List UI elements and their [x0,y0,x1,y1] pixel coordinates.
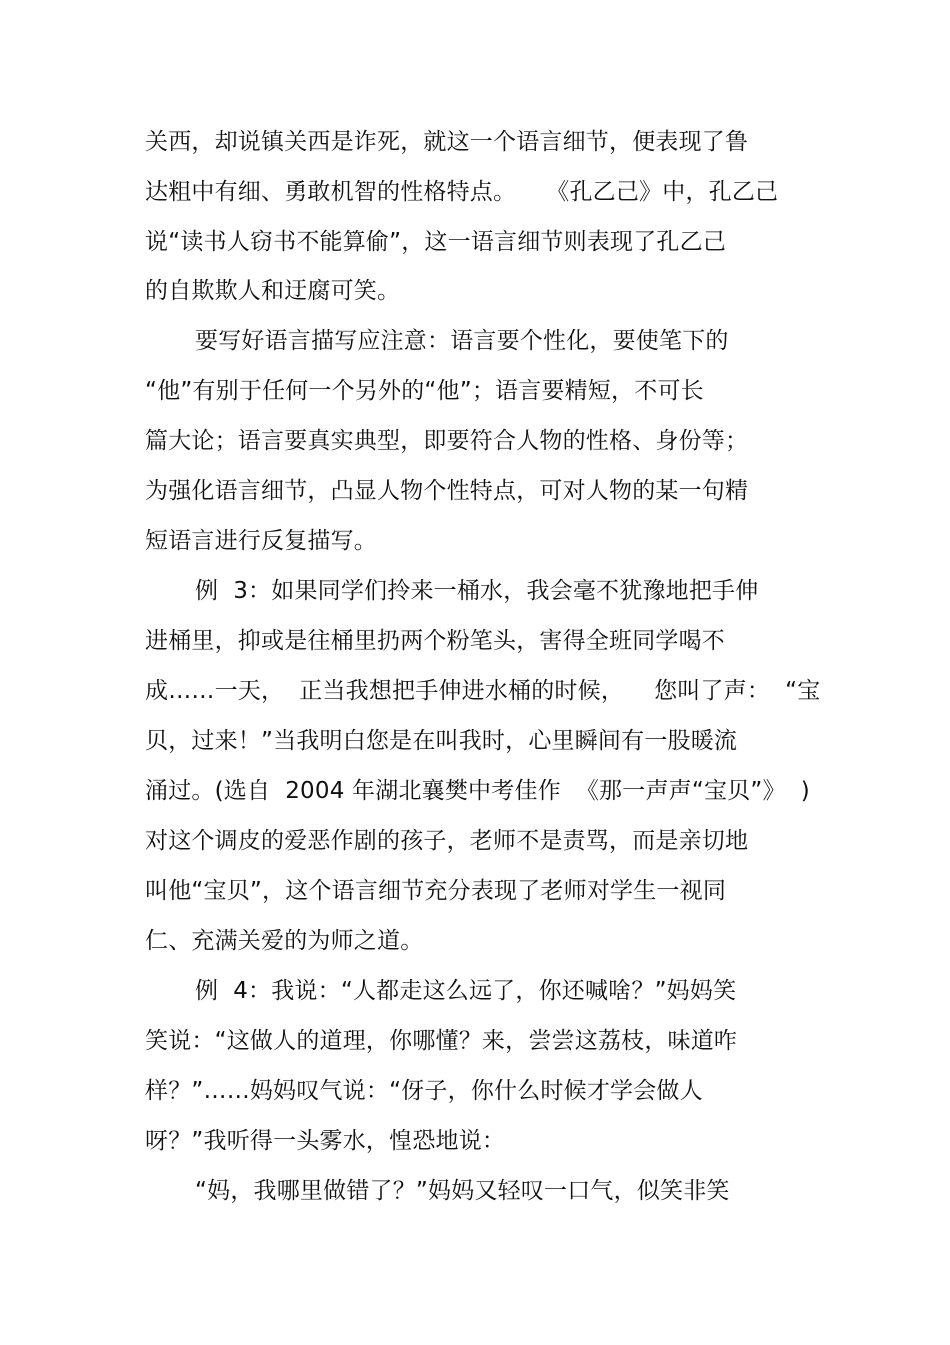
text-line: 要写好语言描写应注意：语言要个性化，要使笔下的 [195,328,729,354]
text-line: 短语言进行反复描写。 [145,528,377,554]
text-line: 涌过。(选自 2004 年湖北襄樊中考佳作 《那一声声“宝贝”》 ) [145,778,810,804]
text-line: 样？”……妈妈叹气说：“伢子，你什么时候才学会做人 [145,1078,703,1104]
text-line: “妈，我哪里做错了？”妈妈又轻叹一口气，似笑非笑 [195,1178,730,1204]
text-line: 关西，却说镇关西是诈死，就这一个语言细节，便表现了鲁 [145,129,749,155]
text-line: 为强化语言细节，凸显人物个性特点，可对人物的某一句精 [145,478,749,504]
text-line: 贝，过来！”当我明白您是在叫我时，心里瞬间有一股暖流 [145,728,738,754]
text-line: 说“读书人窃书不能算偷”，这一语言细节则表现了孔乙己 [145,229,727,255]
text-line: 进桶里，抑或是往桶里扔两个粉笔头，害得全班同学喝不 [145,628,725,654]
text-line: 笑说：“这做人的道理，你哪懂？来，尝尝这荔枝，味道咋 [145,1028,738,1054]
text-line: “他”有别于任何一个另外的“他”；语言要精短，不可长 [145,378,704,404]
text-line: 呀？”我听得一头雾水，惶恐地说： [145,1128,506,1154]
text-line: 成……一天， 正当我想把手伸进水桶的时候， 您叫了声： “宝 [145,678,821,704]
text-line: 对这个调皮的爱恶作剧的孩子，老师不是责骂，而是亲切地 [145,828,749,854]
text-line: 的自欺欺人和迂腐可笑。 [145,278,401,304]
text-line: 篇大论；语言要真实典型，即要符合人物的性格、身份等； [145,428,749,454]
text-line: 达粗中有细、勇敢机智的性格特点。 《孔乙己》中，孔乙己 [145,179,779,205]
text-line: 例 4：我说：“人都走这么远了，你还喊啥？”妈妈笑 [195,978,737,1004]
text-line: 仁、充满关爱的为师之道。 [145,928,424,954]
text-line: 例 3：如果同学们拎来一桶水，我会毫不犹豫地把手伸 [195,578,759,604]
text-line: 叫他“宝贝”，这个语言细节充分表现了老师对学生一视同 [145,878,727,904]
